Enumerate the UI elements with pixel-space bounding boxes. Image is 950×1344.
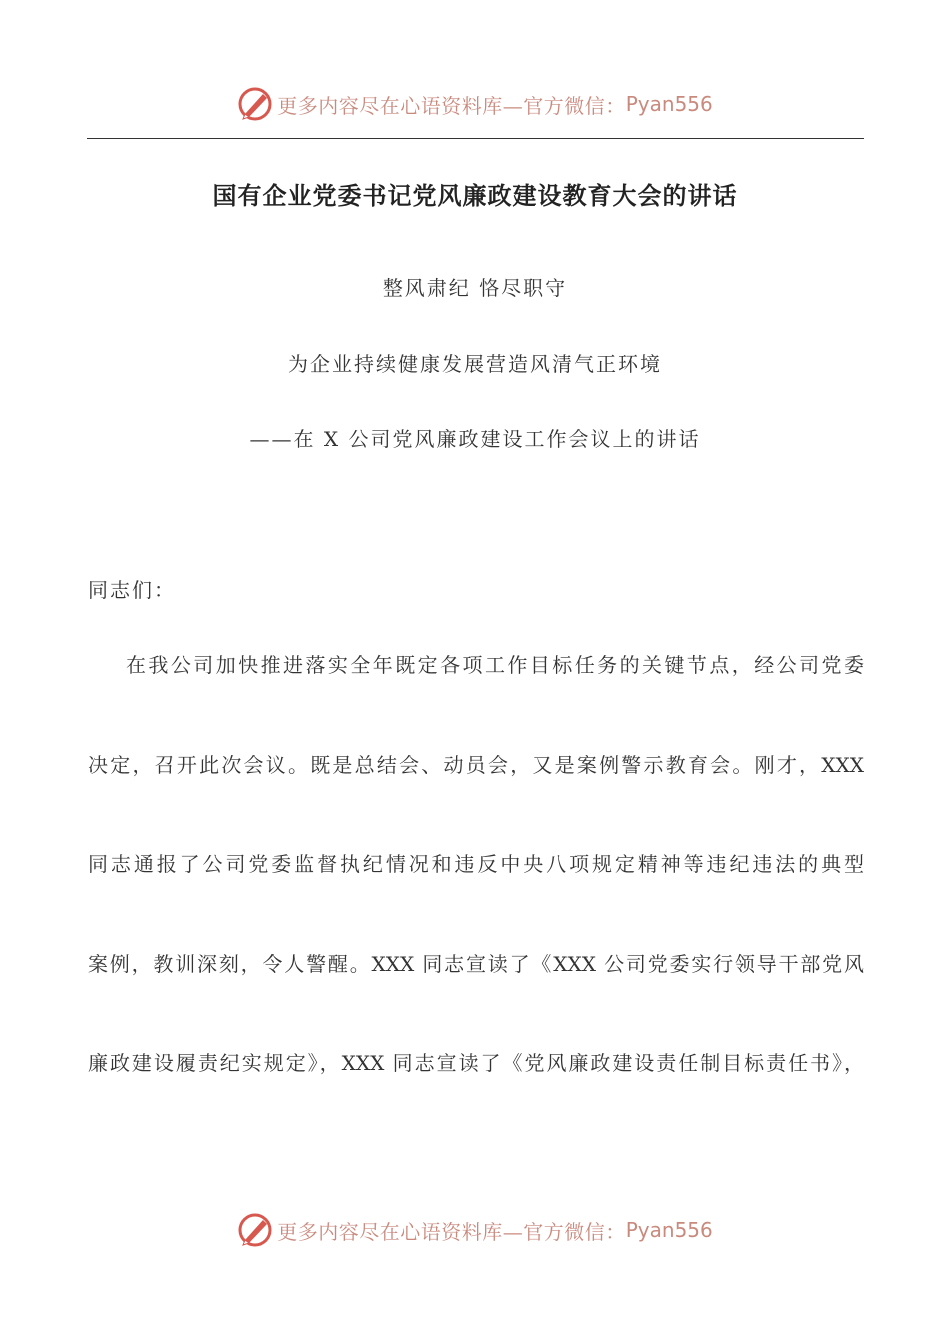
header-divider <box>87 138 864 139</box>
body-line: 同志通报了公司党委监督执纪情况和违反中央八项规定精神等违纪违法的典型 <box>88 852 864 876</box>
banner-text: 更多内容尽在心语资料库—官方微信： <box>277 1219 626 1244</box>
banner-wechat-id: Pyan556 <box>625 1218 713 1242</box>
body-line: 案例，教训深刻，令人警醒。XXX 同志宣读了《XXX 公司党委实行领导干部党风 <box>88 952 864 976</box>
header-banner <box>0 84 950 124</box>
subtitle-occasion: ——在 X 公司党风廉政建设工作会议上的讲话 <box>249 427 701 451</box>
document-title: 国有企业党委书记党风廉政建设教育大会的讲话 <box>212 181 738 210</box>
footer-banner <box>0 1210 950 1250</box>
pen-logo-icon <box>237 1212 273 1248</box>
subtitle-goal: 为企业持续健康发展营造风清气正环境 <box>288 352 662 376</box>
body-line: 决定，召开此次会议。既是总结会、动员会，又是案例警示教育会。刚才，XXX <box>88 753 864 777</box>
subtitle-motto: 整风肃纪 恪尽职守 <box>382 276 568 300</box>
body-line: 在我公司加快推进落实全年既定各项工作目标任务的关键节点，经公司党委 <box>126 653 864 677</box>
body-line: 廉政建设履责纪实规定》，XXX 同志宣读了《党风廉政建设责任制目标责任书》， <box>88 1051 864 1075</box>
greeting: 同志们： <box>88 578 176 602</box>
banner-wechat-id: Pyan556 <box>625 92 713 116</box>
banner-text: 更多内容尽在心语资料库—官方微信： <box>277 93 626 118</box>
pen-logo-icon <box>237 86 273 122</box>
